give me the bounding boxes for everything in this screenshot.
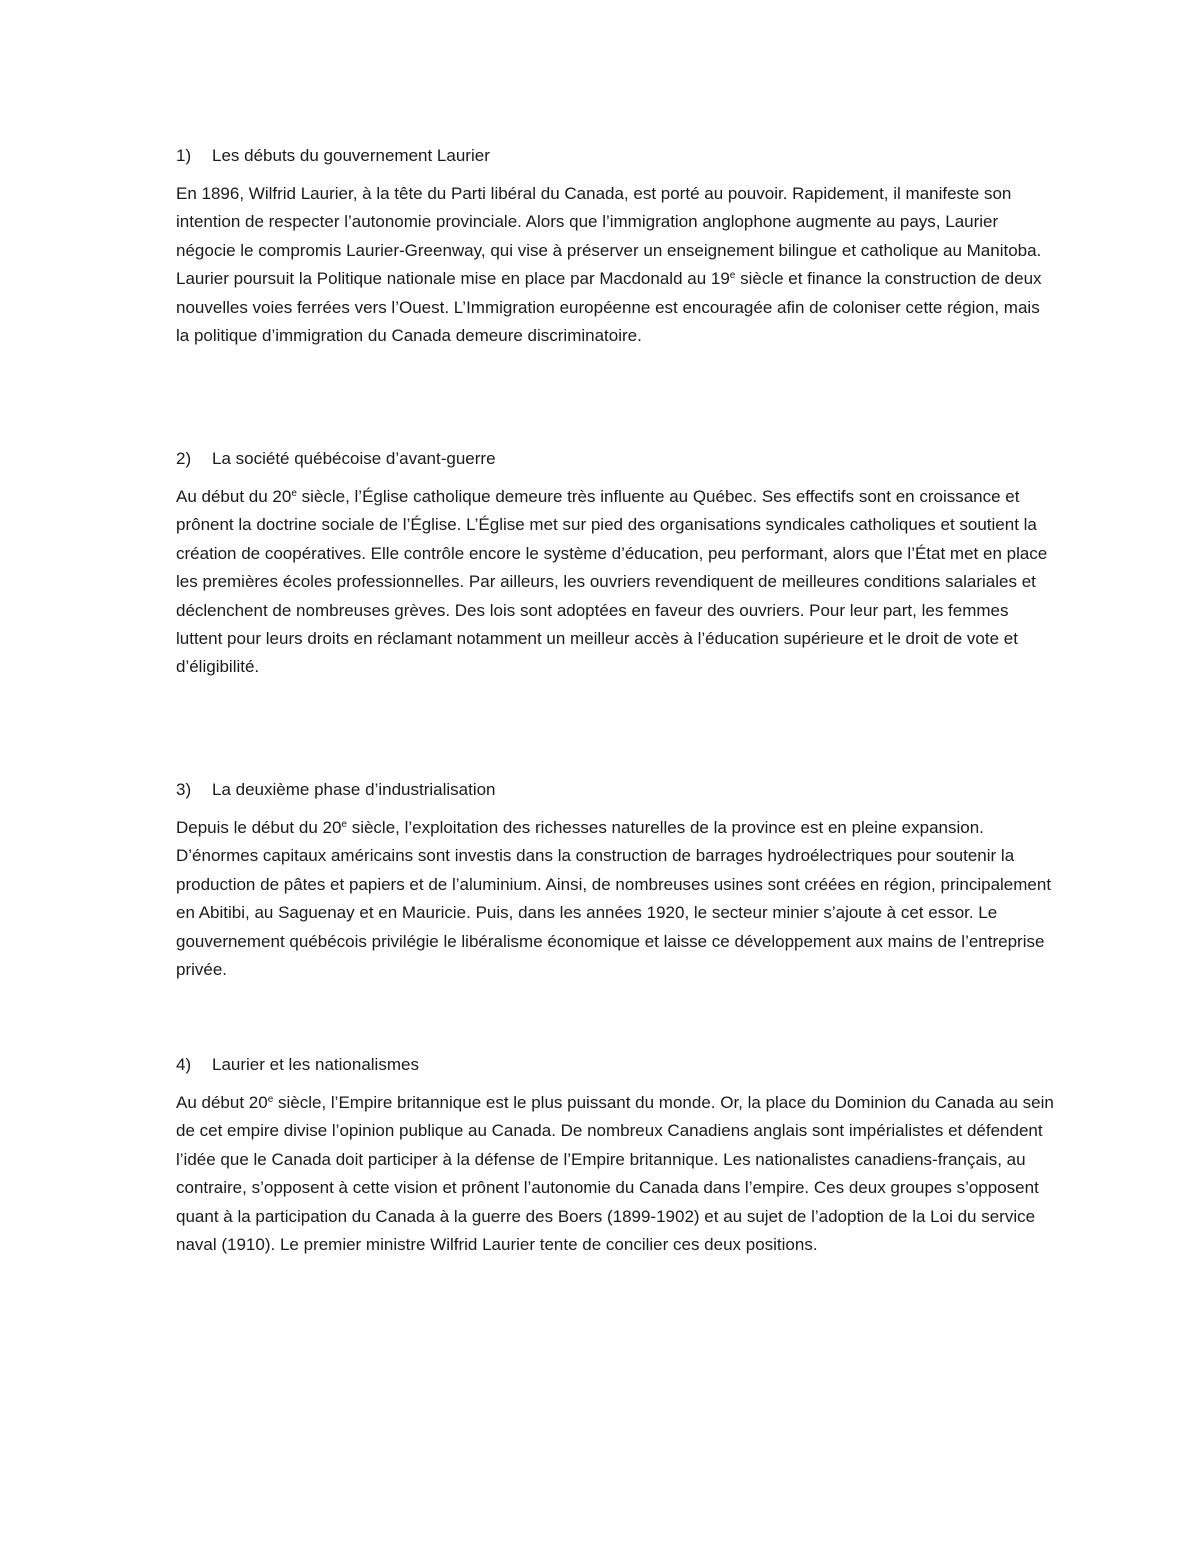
paragraph-text: siècle, l’Église catholique demeure très influente au Québec. Ses effectifs sont en croissance et prônent la doctrine sociale de l’Église. L’Église met sur pied des organisations syndicales catholiques et soutient la création de coopératives. Elle contrôle encore le système d’éducation, peu performant, alors que l’État met en place les premières écoles professionnelles. Par ailleurs, les ouvriers revendiquent de meilleures conditions salariales et déclenchent de nombreuses grèves. Des lois sont adoptées en faveur des ouvriers. Pour leur part, les femmes luttent pour leurs droits en réclamant notamment un meilleur accès à l’éducation supérieure et le droit de vote et d’éligibilité. bbox=[176, 487, 1048, 677]
section-4 bbox=[176, 1054, 1056, 1259]
section-heading bbox=[176, 779, 1056, 801]
section-2 bbox=[176, 448, 1056, 682]
section-1 bbox=[176, 145, 1056, 350]
paragraph-text: En 1896, Wilfrid Laurier, à la tête du Parti libéral du Canada, est porté au pouvoir. Rapidement, il manifeste son intention de respecter l’autonomie provinciale. Alors que l’immigration anglophone augmente au pays, Laurier négocie le compromis Laurier-Greenway, qui vise à préserver un enseignement bilingue et catholique au Manitoba. Laurier poursuit la Politique nationale mise en place par Macdonald au 19 bbox=[176, 184, 1042, 289]
superscript: e bbox=[729, 270, 736, 282]
section-paragraph bbox=[176, 1089, 1056, 1259]
paragraph-text: siècle, l’exploitation des richesses naturelles de la province est en pleine expansion. D’énormes capitaux américains sont investis dans la construction de barrages hydroélectriques pour soutenir la production de pâtes et papiers et de l’aluminium. Ainsi, de nombreuses usines sont créées en région, principalement en Abitibi, au Saguenay et en Mauricie. Puis, dans les années 1920, le secteur minier s’ajoute à cet essor. Le gouvernement québécois privilégie le libéralisme économique et laisse ce développement aux mains de l’entreprise privée. bbox=[176, 818, 1052, 980]
superscript: e bbox=[341, 819, 347, 830]
section-heading bbox=[176, 145, 1056, 167]
section-paragraph bbox=[176, 814, 1056, 984]
section-3 bbox=[176, 779, 1056, 984]
section-number: 1) bbox=[176, 146, 192, 165]
section-title: La deuxième phase d’industrialisation bbox=[212, 780, 496, 799]
section-number: 2) bbox=[176, 449, 192, 468]
paragraph-text: Au début 20 bbox=[176, 1093, 268, 1112]
section-number: 4) bbox=[176, 1055, 192, 1074]
section-heading bbox=[176, 448, 1056, 470]
paragraph-text: Au début du 20 bbox=[176, 487, 292, 506]
section-paragraph bbox=[176, 483, 1056, 682]
paragraph-text: siècle, l’Empire britannique est le plus puissant du monde. Or, la place du Dominion du Canada au sein de cet empire divise l’opinion publique au Canada. De nombreux Canadiens anglais sont impérialistes et défendent l’idée que le Canada doit participer à la défense de l’Empire britannique. Les nationalistes canadiens-français, au contraire, s’opposent à cette vision et prônent l’autonomie du Canada dans l’empire. Ces deux groupes s’opposent quant à la participation du Canada à la guerre des Boers (1899-1902) et au sujet de l’adoption de la Loi du service naval (1910). Le premier ministre Wilfrid Laurier tente de concilier ces deux positions. bbox=[176, 1093, 1054, 1255]
section-heading bbox=[176, 1054, 1056, 1076]
section-title: Les débuts du gouvernement Laurier bbox=[212, 146, 490, 165]
paragraph-text: siècle et finance la construction de deux nouvelles voies ferrées vers l’Ouest. L’Immigration européenne est encouragée afin de coloniser cette région, mais la politique d’immigration du Canada demeure discriminatoire. bbox=[176, 269, 1042, 346]
section-title: La société québécoise d’avant-guerre bbox=[212, 449, 496, 468]
superscript: e bbox=[267, 1094, 274, 1105]
section-number: 3) bbox=[176, 780, 192, 799]
section-paragraph bbox=[176, 180, 1056, 350]
section-title: Laurier et les nationalismes bbox=[212, 1055, 419, 1074]
paragraph-text: Depuis le début du 20 bbox=[176, 818, 342, 837]
superscript: e bbox=[291, 488, 297, 499]
